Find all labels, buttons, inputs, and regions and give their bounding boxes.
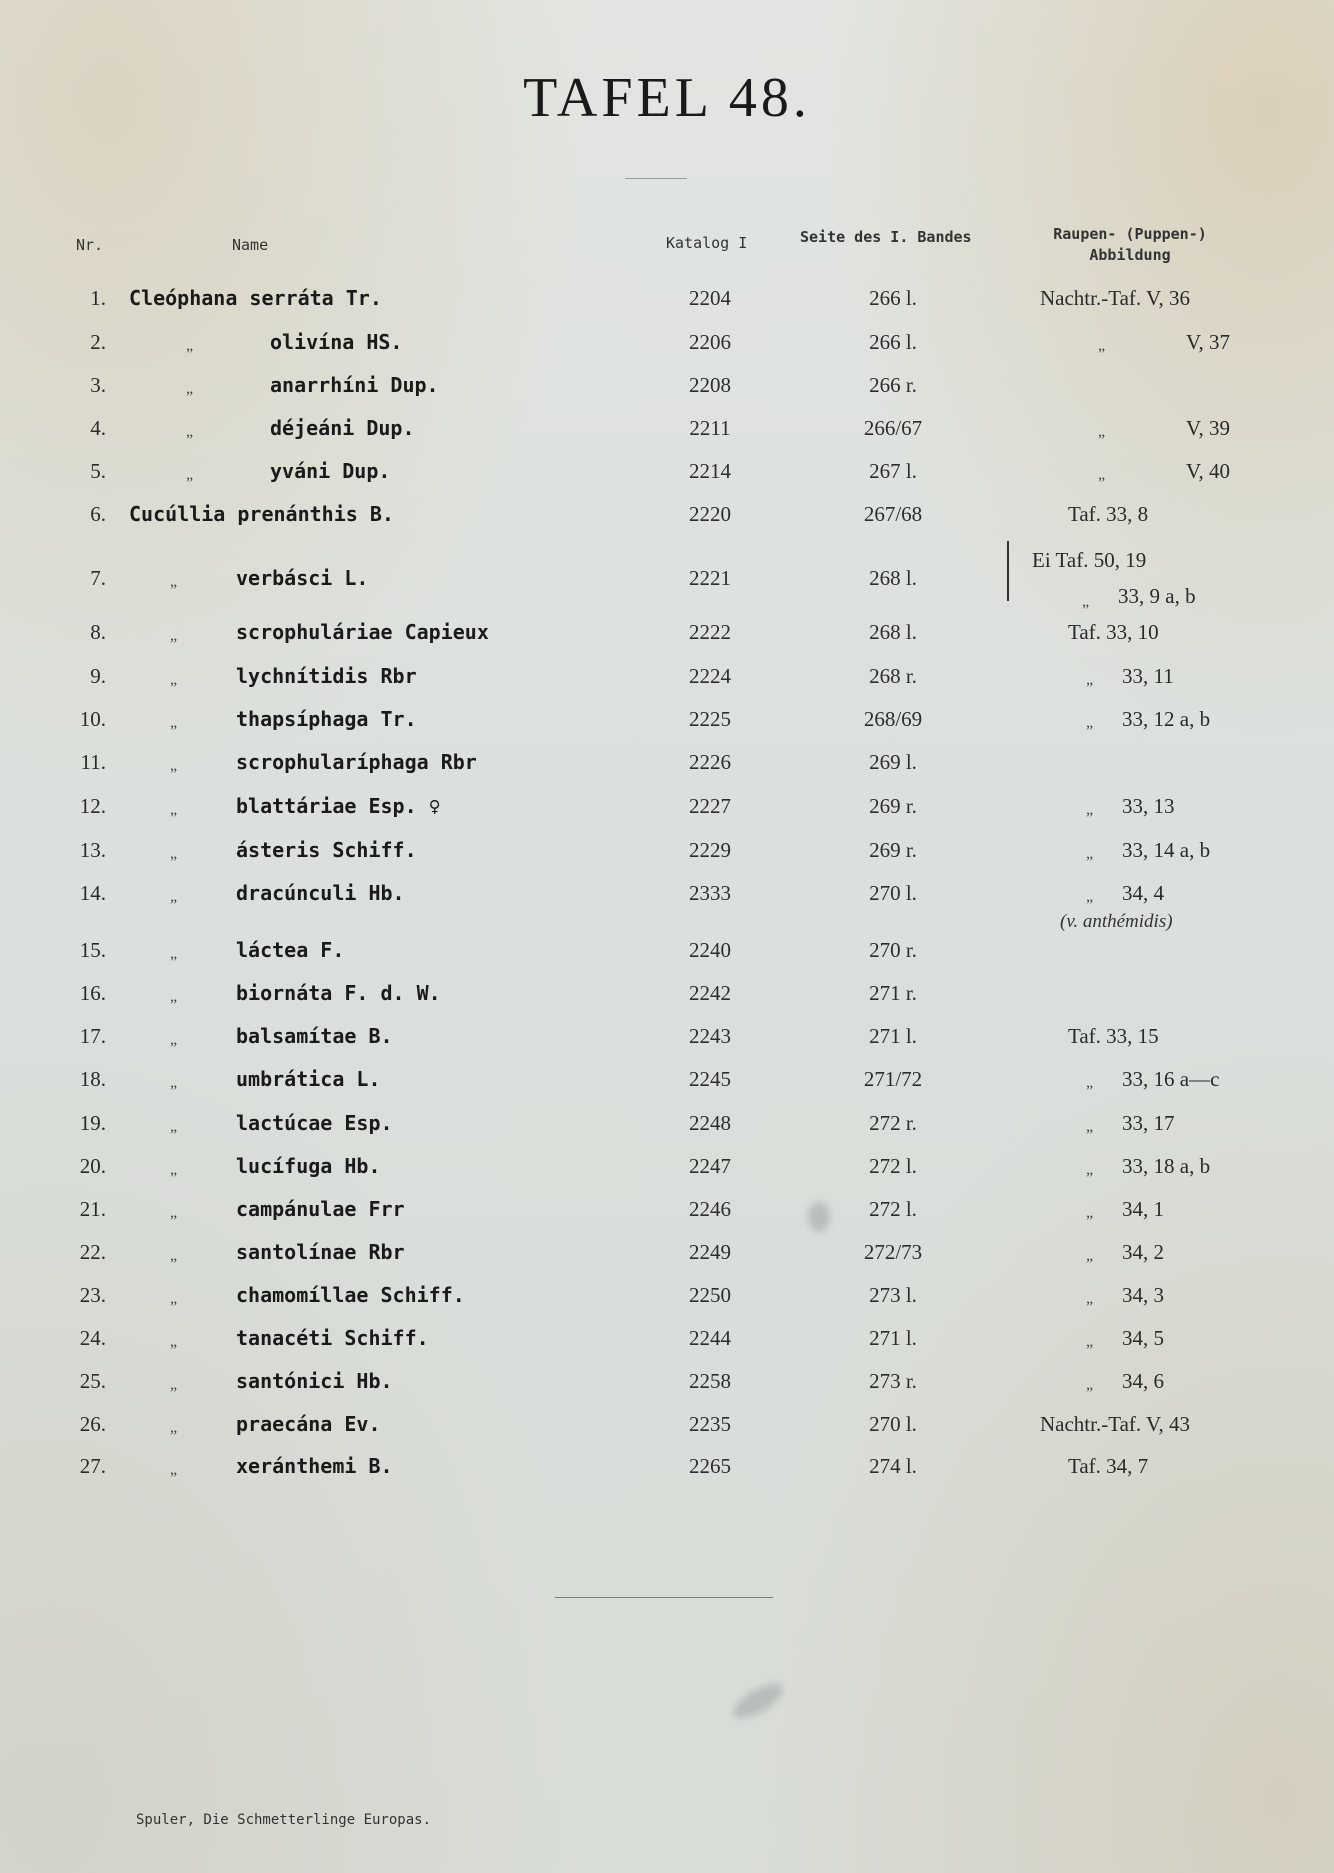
table-row [0,617,1334,647]
abbildung-ditto: „ [1086,1290,1094,1307]
table-row [0,413,1334,443]
species-name: santónici Hb. [236,1369,393,1393]
katalog-number: 2240 [689,938,731,962]
seite-value: 273 l. [869,1283,917,1307]
seite-value: 268 l. [869,566,917,590]
row-number: 27. [79,1454,106,1478]
seite-value: 269 r. [869,838,917,862]
abbildung-ref: 33, 17 [1122,1111,1175,1135]
abbildung-ref: 33, 13 [1122,794,1175,818]
header-name: Name [232,236,269,254]
seite-value: 266 l. [869,286,917,310]
table-row [0,1064,1334,1094]
katalog-number: 2214 [689,459,731,483]
abbildung-ref-2: 33, 9 a, b [1118,584,1196,608]
table-row [0,747,1334,777]
abbildung-ref: V, 39 [1186,416,1230,440]
abbildung-ditto: „ [1086,1376,1094,1393]
ditto-mark: „ [186,337,194,354]
row-number: 9. [90,664,106,688]
table-row [0,1409,1334,1439]
abbildung-ref: Taf. 33, 8 [1068,502,1149,526]
katalog-number: 2226 [689,750,731,774]
row-number: 26. [79,1412,106,1436]
page-smudge [728,1677,787,1724]
seite-value: 269 l. [869,750,917,774]
ditto-mark: „ [170,1290,178,1307]
title-divider [625,178,687,179]
row-number: 14. [79,881,106,905]
species-name: Cucúllia prenánthis B. [129,502,394,526]
row-number: 13. [79,838,106,862]
row-number: 3. [90,373,106,397]
row-number: 4. [90,416,106,440]
row-number: 12. [79,794,106,818]
abbildung-ref: 34, 5 [1122,1326,1164,1350]
abbildung-ditto: „ [1086,801,1094,818]
katalog-number: 2245 [689,1067,731,1091]
header-seite: Seite des I. Bandes [800,228,972,246]
row-number: 20. [79,1154,106,1178]
ditto-mark: „ [170,1118,178,1135]
abbildung-ref: V, 40 [1186,459,1230,483]
seite-value: 269 r. [869,794,917,818]
species-name: balsamítae B. [236,1024,393,1048]
katalog-number: 2225 [689,707,731,731]
species-name: chamomíllae Schiff. [236,1283,465,1307]
seite-value: 266 r. [869,373,917,397]
ditto-mark: „ [170,1204,178,1221]
footer-citation: Spuler, Die Schmetterlinge Europas. [136,1812,432,1828]
abbildung-note: (v. anthémidis) [1060,911,1173,932]
table-row [0,548,1334,610]
table-row [0,283,1334,313]
row-number: 21. [79,1197,106,1221]
katalog-number: 2222 [689,620,731,644]
ditto-mark: „ [186,423,194,440]
species-name: dracúnculi Hb. [236,881,405,905]
table-row [0,370,1334,400]
seite-value: 268/69 [863,707,923,731]
species-name: santolínae Rbr [236,1240,405,1264]
seite-value: 266 l. [869,330,917,354]
katalog-number: 2227 [689,794,731,818]
table-row [0,1237,1334,1267]
abbildung-ditto: „ [1086,1333,1094,1350]
species-name: Cleóphana serráta Tr. [129,286,382,310]
ditto-mark: „ [170,1161,178,1178]
table-row [0,1108,1334,1138]
ditto-mark: „ [170,988,178,1005]
species-name: thapsíphaga Tr. [236,707,417,731]
species-name: ásteris Schiff. [236,838,417,862]
katalog-number: 2220 [689,502,731,526]
table-row [0,1021,1334,1051]
bottom-divider [555,1597,773,1598]
abbildung-ref: Taf. 33, 15 [1068,1024,1159,1048]
table-row [0,1194,1334,1224]
seite-value: 270 r. [869,938,917,962]
ditto-mark: „ [170,1074,178,1091]
katalog-number: 2250 [689,1283,731,1307]
species-name: tanacéti Schiff. [236,1326,429,1350]
katalog-number: 2208 [689,373,731,397]
katalog-number: 2235 [689,1412,731,1436]
ditto-mark: „ [170,671,178,688]
ditto-mark: „ [170,1247,178,1264]
katalog-number: 2258 [689,1369,731,1393]
seite-value: 266/67 [863,416,923,440]
row-number: 7. [90,566,106,590]
species-name: blattáriae Esp. ♀ [236,794,441,818]
row-number: 6. [90,502,106,526]
row-number: 19. [79,1111,106,1135]
seite-value: 271 r. [869,981,917,1005]
seite-value: 270 l. [869,881,917,905]
abbildung-ditto: „ [1086,888,1094,905]
table-row [0,1366,1334,1396]
katalog-number: 2204 [689,286,731,310]
table-row [0,456,1334,486]
species-name: scrophularíphaga Rbr [236,750,477,774]
species-name: campánulae Frr [236,1197,405,1221]
abbildung-ref: 33, 18 a, b [1122,1154,1211,1178]
abbildung-ditto: „ [1086,1161,1094,1178]
katalog-number: 2244 [689,1326,731,1350]
row-number: 24. [79,1326,106,1350]
row-number: 23. [79,1283,106,1307]
seite-value: 267/68 [863,502,923,526]
abbildung-ref: 33, 16 a—c [1122,1067,1220,1091]
species-name: anarrhíni Dup. [270,373,439,397]
seite-value: 274 l. [869,1454,917,1478]
ditto-mark: „ [170,1419,178,1436]
katalog-number: 2248 [689,1111,731,1135]
table-row [0,1451,1334,1481]
header-katalog: Katalog I [666,234,748,252]
seite-value: 271/72 [863,1067,923,1091]
katalog-number: 2229 [689,838,731,862]
abbildung-ref: 34, 2 [1122,1240,1164,1264]
bracket-row-7 [1007,541,1023,601]
abbildung-ditto: „ [1086,1118,1094,1135]
ditto-mark: „ [170,627,178,644]
abbildung-ditto: „ [1086,1204,1094,1221]
species-name: praecána Ev. [236,1412,381,1436]
row-number: 11. [80,750,106,774]
abbildung-ditto: „ [1082,593,1090,610]
katalog-number: 2206 [689,330,731,354]
abbildung-ref: V, 37 [1186,330,1230,354]
abbildung-ref: Ei Taf. 50, 19 [1032,548,1147,572]
species-name: láctea F. [236,938,345,962]
row-number: 2. [90,330,106,354]
ditto-mark: „ [170,757,178,774]
row-number: 16. [79,981,106,1005]
page-title: TAFEL 48. [523,67,811,129]
header-abbildung-line2: Abbildung [1089,246,1171,264]
katalog-number: 2265 [689,1454,731,1478]
katalog-number: 2333 [689,881,731,905]
katalog-number: 2247 [689,1154,731,1178]
ditto-mark: „ [170,845,178,862]
katalog-number: 2243 [689,1024,731,1048]
page-smudge [808,1202,830,1232]
ditto-mark: „ [170,1031,178,1048]
abbildung-ref: 33, 14 a, b [1122,838,1211,862]
table-row [0,978,1334,1008]
abbildung-ref: 34, 6 [1122,1369,1164,1393]
ditto-mark: „ [170,1461,178,1478]
abbildung-ditto: „ [1086,845,1094,862]
ditto-mark: „ [170,801,178,818]
row-number: 25. [79,1369,106,1393]
seite-value: 273 r. [869,1369,917,1393]
katalog-number: 2242 [689,981,731,1005]
species-name: verbásci L. [236,566,369,590]
katalog-number: 2246 [689,1197,731,1221]
seite-value: 270 l. [869,1412,917,1436]
species-name: scrophuláriae Capieux [236,620,489,644]
ditto-mark: „ [170,573,178,590]
katalog-number: 2221 [689,566,731,590]
abbildung-ref: 34, 1 [1122,1197,1164,1221]
seite-value: 267 l. [869,459,917,483]
abbildung-ref: Nachtr.-Taf. V, 36 [1040,286,1190,310]
table-row [0,499,1334,529]
abbildung-ditto: „ [1098,337,1106,354]
table-row [0,878,1334,908]
table-row [0,1151,1334,1181]
row-number: 22. [79,1240,106,1264]
row-number: 10. [79,707,106,731]
species-name: olivína HS. [270,330,403,354]
species-name: umbrática L. [236,1067,381,1091]
table-row [0,1323,1334,1353]
katalog-number: 2249 [689,1240,731,1264]
abbildung-ref: 33, 11 [1122,664,1174,688]
katalog-number: 2224 [689,664,731,688]
row-number: 8. [90,620,106,644]
abbildung-ditto: „ [1086,714,1094,731]
abbildung-ref: Taf. 33, 10 [1068,620,1159,644]
header-abbildung [1040,224,1220,266]
row-number: 5. [90,459,106,483]
abbildung-ditto: „ [1086,1247,1094,1264]
abbildung-ref: 34, 4 [1122,881,1164,905]
abbildung-ditto: „ [1086,1074,1094,1091]
species-name: lychnítidis Rbr [236,664,417,688]
ditto-mark: „ [170,714,178,731]
abbildung-ref: 34, 3 [1122,1283,1164,1307]
header-abbildung-line1: Raupen- (Puppen-) [1053,225,1207,243]
abbildung-ditto: „ [1098,423,1106,440]
row-number: 15. [79,938,106,962]
abbildung-ref: 33, 12 a, b [1122,707,1211,731]
table-row [0,935,1334,965]
abbildung-ditto: „ [1098,466,1106,483]
row-number: 18. [79,1067,106,1091]
species-name: déjeáni Dup. [270,416,415,440]
seite-value: 271 l. [869,1024,917,1048]
species-name: xeránthemi B. [236,1454,393,1478]
seite-value: 272/73 [863,1240,923,1264]
seite-value: 272 l. [869,1154,917,1178]
header-nr: Nr. [76,236,104,254]
ditto-mark: „ [170,1376,178,1393]
seite-value: 272 r. [869,1111,917,1135]
ditto-mark: „ [170,1333,178,1350]
abbildung-ref: Taf. 34, 7 [1068,1454,1149,1478]
species-name: yváni Dup. [270,459,391,483]
species-name: lactúcae Esp. [236,1111,393,1135]
table-row [0,704,1334,734]
seite-value: 268 l. [869,620,917,644]
seite-value: 271 l. [869,1326,917,1350]
seite-value: 272 l. [869,1197,917,1221]
table-row [0,1280,1334,1310]
abbildung-ditto: „ [1086,671,1094,688]
species-name: lucífuga Hb. [236,1154,381,1178]
abbildung-ref: Nachtr.-Taf. V, 43 [1040,1412,1190,1436]
ditto-mark: „ [186,466,194,483]
ditto-mark: „ [170,945,178,962]
katalog-number: 2211 [689,416,731,440]
table-row [0,791,1334,821]
row-number: 1. [90,286,106,310]
table-row [0,661,1334,691]
table-row [0,835,1334,865]
species-name: biornáta F. d. W. [236,981,441,1005]
ditto-mark: „ [186,380,194,397]
ditto-mark: „ [170,888,178,905]
table-row [0,327,1334,357]
seite-value: 268 r. [869,664,917,688]
row-number: 17. [79,1024,106,1048]
